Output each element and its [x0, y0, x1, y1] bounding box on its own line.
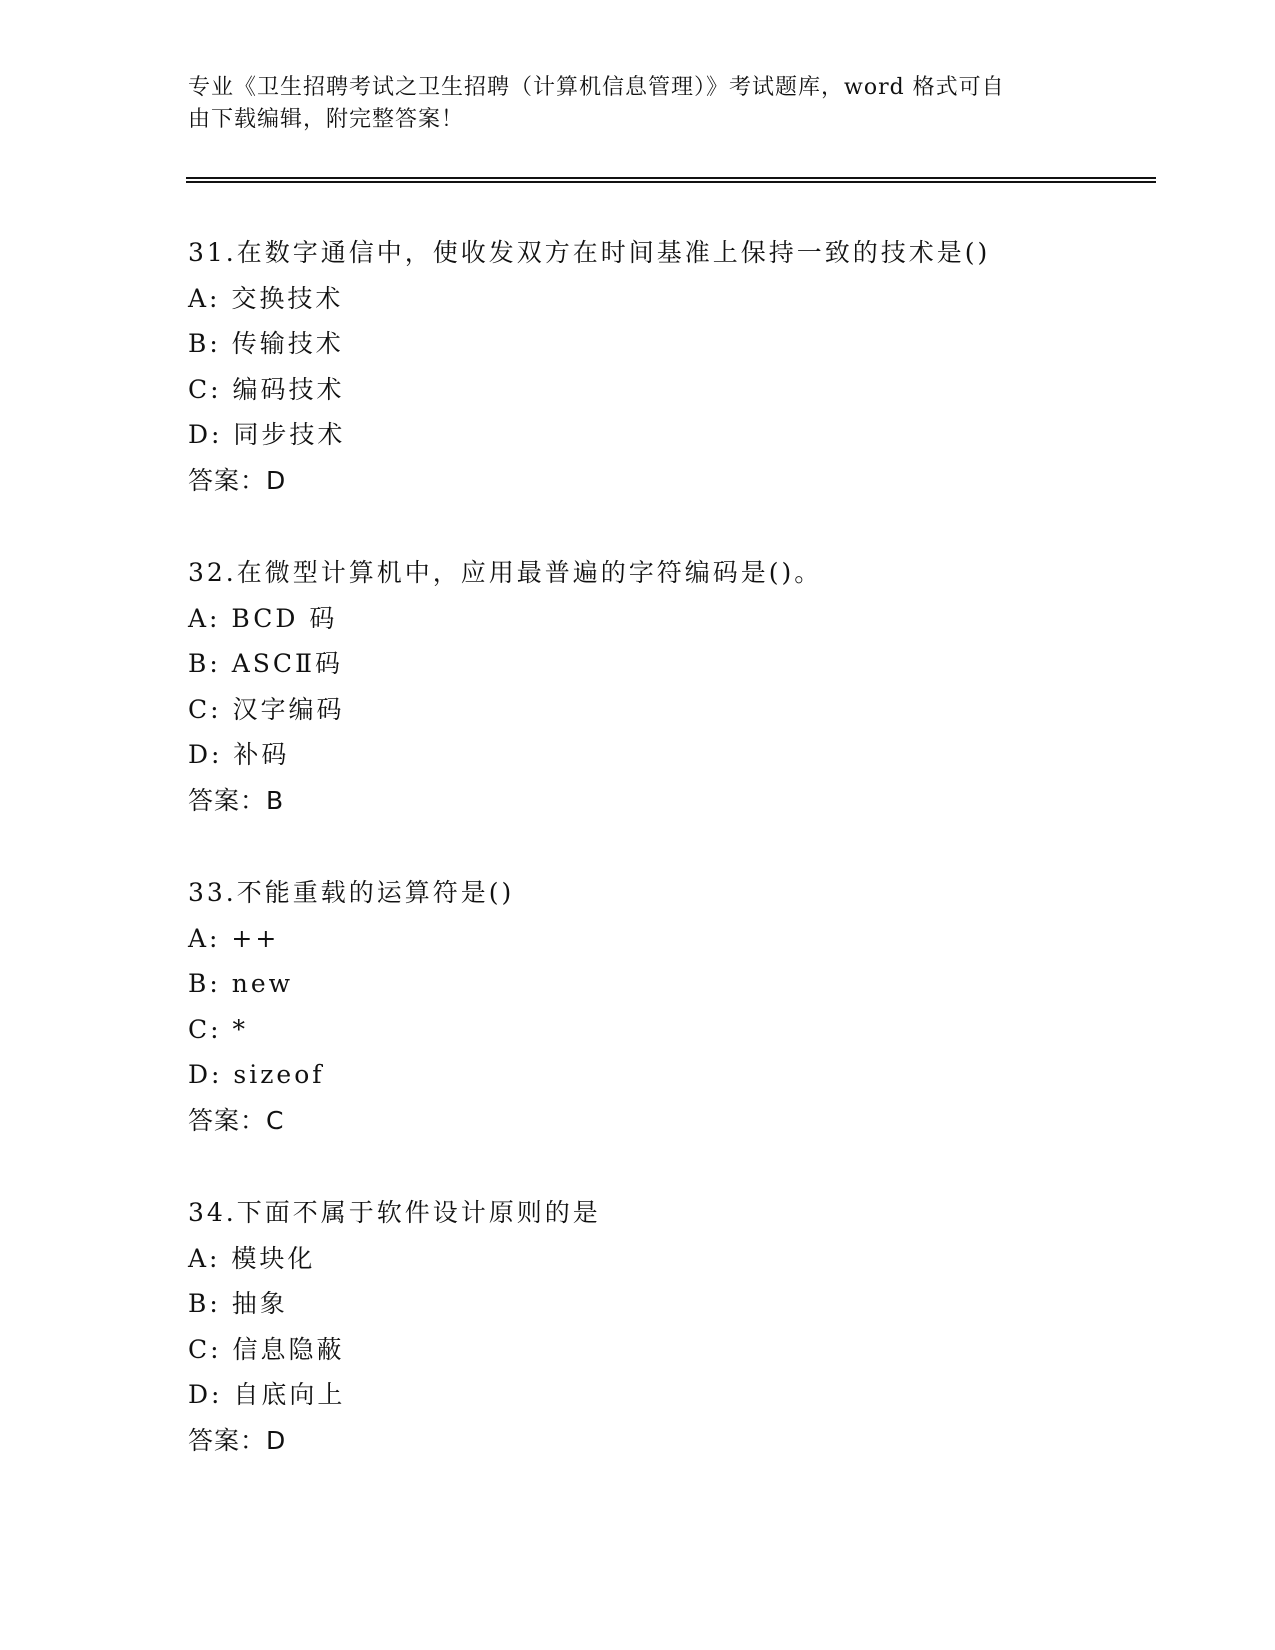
question-text: 下面不属于软件设计原则的是 — [236, 1198, 601, 1227]
option-d: D: 补码 — [188, 740, 290, 770]
option-c: C: 汉字编码 — [188, 694, 345, 724]
question-31 — [188, 230, 1148, 550]
question-list — [188, 230, 1148, 1510]
question-32 — [188, 550, 1148, 870]
option-a: A: 交换技术 — [188, 283, 344, 313]
answer-line: 答案：D — [188, 465, 287, 495]
option-c: C: 编码技术 — [188, 374, 345, 404]
question-text: 在微型计算机中，应用最普遍的字符编码是()。 — [236, 558, 823, 587]
question-text: 不能重载的运算符是() — [236, 878, 515, 907]
question-number: 33. — [188, 878, 237, 907]
option-d: D: sizeof — [188, 1060, 325, 1090]
option-a: A: BCD 码 — [188, 603, 338, 633]
option-d: D: 自底向上 — [188, 1380, 346, 1410]
option-a: A: ++ — [188, 923, 280, 953]
question-number: 32. — [188, 558, 237, 587]
question-stem — [188, 1190, 1148, 1236]
option-c: C: * — [188, 1014, 248, 1044]
option-c: C: 信息隐蔽 — [188, 1334, 345, 1364]
option-b: B: ASCⅡ码 — [188, 649, 344, 679]
option-b: B: new — [188, 969, 294, 999]
option-d: D: 同步技术 — [188, 420, 346, 450]
document-header — [188, 72, 1068, 136]
header-line-2: 由下载编辑，附完整答案！ — [188, 107, 465, 132]
question-number: 31. — [188, 238, 237, 267]
answer-line: 答案：B — [188, 785, 285, 815]
answer-line: 答案：C — [188, 1105, 285, 1135]
question-text: 在数字通信中，使收发双方在时间基准上保持一致的技术是() — [236, 238, 991, 267]
question-stem — [188, 230, 1148, 276]
option-b: B: 传输技术 — [188, 329, 344, 359]
question-34 — [188, 1190, 1148, 1510]
question-stem — [188, 550, 1148, 596]
answer-line: 答案：D — [188, 1425, 287, 1455]
question-stem — [188, 870, 1148, 916]
header-line-1: 专业《卫生招聘考试之卫生招聘（计算机信息管理）》考试题库，word 格式可自 — [188, 75, 1005, 100]
option-a: A: 模块化 — [188, 1243, 316, 1273]
question-number: 34. — [188, 1198, 237, 1227]
option-b: B: 抽象 — [188, 1289, 288, 1319]
header-divider — [186, 177, 1156, 183]
question-33 — [188, 870, 1148, 1190]
